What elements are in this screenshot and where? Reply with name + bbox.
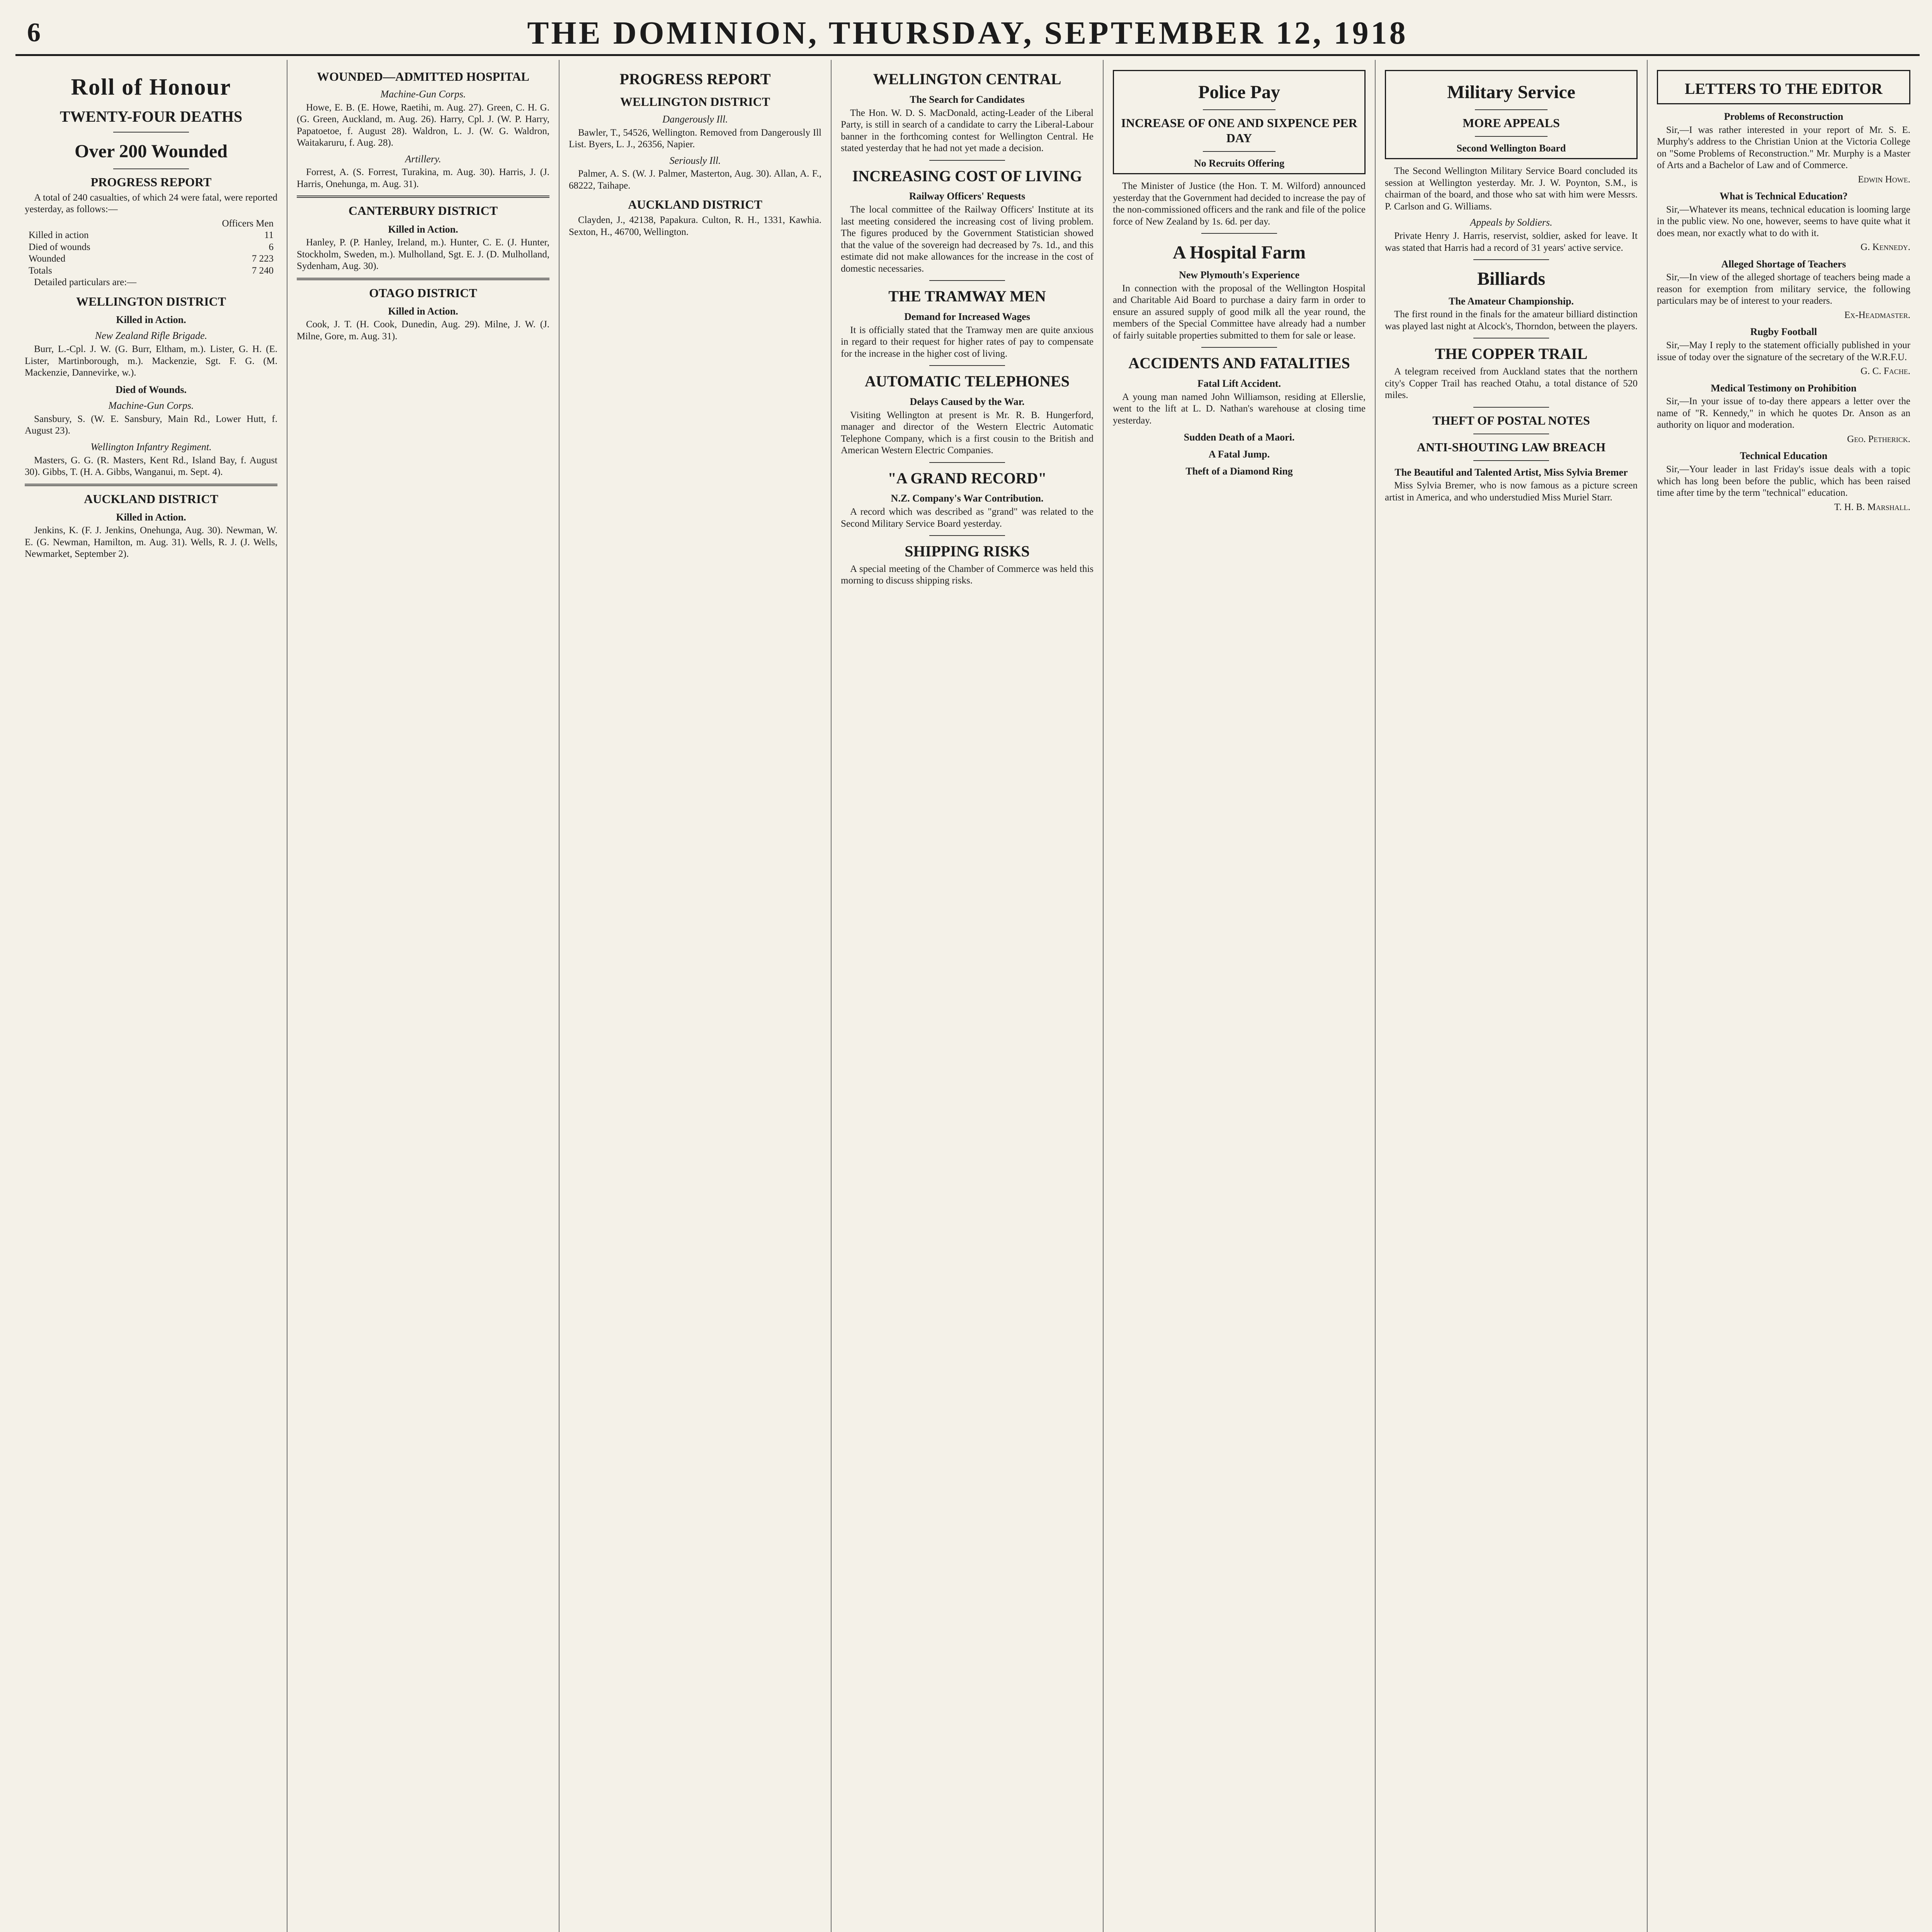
grand-record-heading: "A GRAND RECORD" [888, 469, 1047, 487]
auckland-kia-heading: Killed in Action. [116, 511, 186, 523]
accidents-heading: ACCIDENTS AND FATALITIES [1128, 354, 1350, 372]
wi-heading: Wellington Infantry Regiment. [90, 441, 212, 452]
table-row: Died of wounds 6 [29, 242, 274, 252]
canterbury-heading: CANTERBURY DISTRICT [348, 204, 498, 218]
article-text: It is officially stated that the Tramway men are quite anxious in regard to their request for higher rates of pay to compensate for the increase in the higher cost of living. [841, 325, 1094, 359]
roll-of-honour-heading: Roll of Honour [71, 74, 231, 100]
otago-names: Cook, J. T. (H. Cook, Dunedin, Aug. 29). Milne, J. W. (J. Milne, Gore, m. Aug. 31). [297, 319, 549, 342]
column-5 [1104, 60, 1376, 1932]
article-text: The local committee of the Railway Officers' Institute at its last meeting considered the increasing cost of living problem. The figures produced by the Government Statistician showed that the value of the sovereign had decreased by 7s. 1d., and this estimate did not make allowances for the increase in the cost of domestic necessaries. [841, 204, 1094, 274]
letter-text: Sir,—Your leader in last Friday's issue deals with a topic which has long been before the public, which has been raised time after time by the term "technical" education. [1657, 464, 1910, 498]
wellington-district-heading: WELLINGTON DISTRICT [76, 294, 226, 308]
canterbury-kia-heading: Killed in Action. [388, 223, 458, 235]
delays-subheading: Delays Caused by the War. [910, 396, 1025, 407]
article-text: Miss Sylvia Bremer, who is now famous as a picture screen artist in America, and who understudied Miss Muriel Starr. [1385, 480, 1638, 503]
letter-text: Sir,—In your issue of to-day there appears a letter over the name of "R. Kennedy," in which he quotes Dr. Anson as an authority on liquor and moderation. [1657, 396, 1910, 430]
letter-text: Sir,—Whatever its means, technical education is looming large in the public view. No one, however, seems to have quite what it does mean, nor exactly what to do with it. [1657, 204, 1910, 238]
seriously-ill-names: Palmer, A. S. (W. J. Palmer, Masterton, Aug. 30). Allan, A. F., 68222, Taihape. [569, 168, 821, 191]
automatic-telephones-heading: AUTOMATIC TELEPHONES [864, 372, 1070, 390]
wellington-district-heading: WELLINGTON DISTRICT [620, 94, 770, 109]
anti-shouting-heading: ANTI-SHOUTING LAW BREACH [1417, 440, 1606, 454]
signature: Ex-Headmaster. [1844, 310, 1910, 320]
article-text: The Minister of Justice (the Hon. T. M. Wilford) announced yesterday that the Government had decided to increase the pay of the non-commissioned officers and the rank and file of the police force of New Zealand by 1s. 6d. per day. [1113, 181, 1366, 227]
progress-subheading: PROGRESS REPORT [90, 175, 212, 189]
military-service-heading: Military Service [1447, 82, 1575, 102]
table-header: Officers Men [222, 218, 274, 229]
auckland-district-heading: AUCKLAND DISTRICT [628, 197, 762, 212]
newspaper-title: THE DOMINION, THURSDAY, SEPTEMBER 12, 1918 [527, 15, 1408, 51]
letters-box [1657, 70, 1910, 104]
kia-heading: Killed in Action. [116, 314, 186, 325]
lift-accident-subheading: Fatal Lift Accident. [1197, 378, 1281, 389]
article-text: Visiting Wellington at present is Mr. R. B. Hungerford, manager and director of the Western Electric Automatic Telephone Company, which is a first cousin to the British and American Western Electric Companies. [841, 410, 1094, 456]
signature: Edwin Howe. [1858, 174, 1910, 185]
signature: G. Kennedy. [1861, 242, 1910, 253]
column-7 [1648, 60, 1920, 1932]
search-candidates-subheading: The Search for Candidates [910, 94, 1025, 105]
page-number: 6 [27, 18, 41, 48]
letter-text: Sir,—May I reply to the statement officially published in your issue of today over the signature of the secretary of the W.R.F.U. [1657, 340, 1910, 362]
sylvia-bremer-heading: The Beautiful and Talented Artist, Miss Sylvia Bremer [1395, 466, 1628, 478]
second-board-subheading: Second Wellington Board [1456, 142, 1566, 154]
technical-education-subheading: What is Technical Education? [1719, 190, 1848, 202]
dow-heading: Died of Wounds. [116, 384, 187, 395]
article-text: The Second Wellington Military Service Board concluded its session at Wellington yesterday. Mr. J. W. Poynton, S.M., is chairman of the board, and those who sat with him were Messrs. P. Carlson and G. Williams. [1385, 166, 1638, 212]
column-4 [832, 60, 1104, 1932]
mg-corps-heading: Machine-Gun Corps. [380, 88, 466, 100]
signature: G. C. Fache. [1861, 366, 1910, 377]
article-text: In connection with the proposal of the Wellington Hospital and Charitable Aid Board to purchase a dairy farm in order to ensure an assured supply of good milk all the year round, the members of the Special Committee have already had a number of fairly suitable properties submitted to them for sale or lease. [1113, 283, 1366, 341]
copper-trail-heading: THE COPPER TRAIL [1435, 345, 1588, 363]
columns-container [15, 60, 1920, 1932]
police-pay-heading: Police Pay [1198, 82, 1280, 102]
rugby-subheading: Rugby Football [1750, 326, 1817, 338]
auckland-district-heading: AUCKLAND DISTRICT [84, 492, 218, 506]
dangerously-ill-names: Bawler, T., 54526, Wellington. Removed from Dangerously Ill List. Byers, L. J., 26356, Napier. [569, 127, 821, 150]
more-appeals-subheading: MORE APPEALS [1463, 116, 1560, 130]
letter-text: Sir,—I was rather interested in your report of Mr. S. E. Murphy's address to the Christian Union at the Victoria College on "Some Problems of Reconstruction." Mr. Murphy is a Master of Arts and a Bachelor of Law and of Commerce. [1657, 124, 1910, 171]
table-row: Totals 7 240 [29, 265, 274, 276]
billiards-heading: Billiards [1477, 269, 1546, 289]
prohibition-subheading: Medical Testimony on Prohibition [1711, 382, 1857, 394]
no-recruits-subheading: No Recruits Offering [1194, 157, 1284, 169]
mg-heading: Machine-Gun Corps. [108, 400, 194, 412]
column-3 [560, 60, 832, 1932]
cost-of-living-heading: INCREASING COST OF LIVING [852, 167, 1082, 185]
tramway-heading: THE TRAMWAY MEN [888, 287, 1046, 305]
technical-education-subheading: Technical Education [1740, 450, 1828, 462]
wellington-central-heading: WELLINGTON CENTRAL [873, 70, 1061, 88]
letter-text: Sir,—In view of the alleged shortage of teachers being made a reason for exemption from military service, the following particulars may be of interest to your readers. [1657, 272, 1910, 306]
increase-subheading: INCREASE OF ONE AND SIXPENCE PER DAY [1121, 116, 1357, 145]
article-text: The Hon. W. D. S. MacDonald, acting-Leader of the Liberal Party, is still in search of a candidate to carry the Liberal-Labour banner in the forthcoming contest for Wellington Central. He stated yesterday that he had not yet made a decision. [841, 107, 1094, 154]
teachers-subheading: Alleged Shortage of Teachers [1721, 258, 1846, 270]
article-text: A young man named John Williamson, residing at Ellerslie, went to the lift at L. D. Nathan's warehouse at closing time yesterday. [1113, 391, 1366, 426]
auckland-names: Jenkins, K. (F. J. Jenkins, Onehunga, Aug. 30). Newman, W. E. (G. Newman, Hamilton, m. Aug. 31). Wells, R. J. (J. Wells, Newmarket, September 2). [25, 525, 277, 560]
article-text: A record which was described as "grand" was related to the Second Military Service Board yesterday. [841, 507, 1094, 529]
auckland-progress-names: Clayden, J., 42138, Papakura. Culton, R. H., 1331, Kawhia. Sexton, H., 46700, Wellington. [569, 215, 821, 237]
war-contribution-subheading: N.Z. Company's War Contribution. [891, 493, 1044, 504]
table-row: Wounded 7 223 [29, 253, 274, 264]
fatal-jump-subheading: A Fatal Jump. [1208, 448, 1270, 460]
column-2 [287, 60, 560, 1932]
letters-heading: LETTERS TO THE EDITOR [1685, 80, 1883, 97]
reconstruction-subheading: Problems of Reconstruction [1724, 111, 1844, 122]
intro-text: A total of 240 casualties, of which 24 were fatal, were reported yesterday, as follows:— [25, 192, 277, 215]
kia-names: Burr, L.-Cpl. J. W. (G. Burr, Eltham, m.). Lister, G. H. (E. Lister, Martinborough, m.). Mackenzie, Sgt. F. G. (M. Mackenzie, Dannevirke, w.). [25, 344, 277, 378]
hospital-farm-heading: A Hospital Farm [1173, 242, 1306, 263]
appeals-subheading: Appeals by Soldiers. [1470, 217, 1553, 228]
masthead [15, 12, 1920, 56]
sudden-death-subheading: Sudden Death of a Maori. [1184, 432, 1295, 443]
column-6 [1376, 60, 1648, 1932]
progress-report-heading: PROGRESS REPORT [619, 70, 771, 88]
rifle-brigade-heading: New Zealand Rifle Brigade. [95, 330, 207, 342]
article-text: The first round in the finals for the amateur billiard distinction was played last night at Alcock's, Thorndon, between the players. [1385, 309, 1638, 332]
shipping-risks-heading: SHIPPING RISKS [905, 543, 1030, 560]
dow-names: Sansbury, S. (W. E. Sansbury, Main Rd., Lower Hutt, f. August 23). [25, 413, 277, 436]
postal-notes-heading: THEFT OF POSTAL NOTES [1432, 413, 1590, 427]
increased-wages-subheading: Demand for Increased Wages [904, 311, 1030, 322]
otago-heading: OTAGO DISTRICT [369, 286, 477, 300]
diamond-ring-subheading: Theft of a Diamond Ring [1185, 465, 1293, 477]
signature: Geo. Petherick. [1847, 434, 1910, 444]
military-service-box [1385, 70, 1638, 159]
seriously-ill-heading: Seriously Ill. [669, 155, 721, 166]
otago-kia-heading: Killed in Action. [388, 305, 458, 317]
police-pay-box [1113, 70, 1366, 174]
article-text: A telegram received from Auckland states that the northern city's Copper Trail has reached Otahu, a total distance of 520 miles. [1385, 366, 1638, 401]
column-1 [15, 60, 287, 1932]
deaths-subheading: TWENTY-FOUR DEATHS [60, 108, 243, 126]
artillery-heading: Artillery. [405, 153, 441, 165]
signature: T. H. B. Marshall. [1834, 502, 1910, 512]
dangerously-ill-heading: Dangerously Ill. [662, 113, 728, 125]
detailed-text: Detailed particulars are:— [34, 277, 137, 288]
wi-names: Masters, G. G. (R. Masters, Kent Rd., Island Bay, f. August 30). Gibbs, T. (H. A. Gibbs, Wanganui, m. Sept. 4). [25, 455, 277, 478]
wounded-hospital-heading: WOUNDED—ADMITTED HOSPITAL [317, 70, 529, 83]
railway-officers-subheading: Railway Officers' Requests [909, 190, 1026, 202]
amateur-championship-subheading: The Amateur Championship. [1449, 295, 1574, 307]
new-plymouth-subheading: New Plymouth's Experience [1179, 269, 1299, 281]
artillery-names: Forrest, A. (S. Forrest, Turakina, m. Aug. 30). Harris, J. (J. Harris, Onehunga, m. Aug. 31). [297, 167, 549, 189]
table-row: Killed in action 11 [29, 230, 274, 241]
canterbury-names: Hanley, P. (P. Hanley, Ireland, m.). Hunter, C. E. (J. Hunter, Stockholm, Sweden, m.). Mulholland, Sgt. E. J. (D. Mulholland, Sydenham, Aug. 30). [297, 237, 549, 272]
wounded-subheading: Over 200 Wounded [75, 141, 228, 162]
article-text: A special meeting of the Chamber of Commerce was held this morning to discuss shipping risks. [841, 563, 1094, 586]
article-text: Private Henry J. Harris, reservist, soldier, asked for leave. It was stated that Harris had a record of 31 years' active service. [1385, 231, 1638, 253]
wounded-names: Howe, E. B. (E. Howe, Raetihi, m. Aug. 27). Green, C. H. G. (G. Green, Auckland, m. Aug. 26). Harry, Cpl. J. (W. P. Harry, Papatoetoe, f. August 28). Waldron, L. J. (W. G. Waldron, Waitakaruru, f. Aug. 28). [297, 102, 549, 148]
